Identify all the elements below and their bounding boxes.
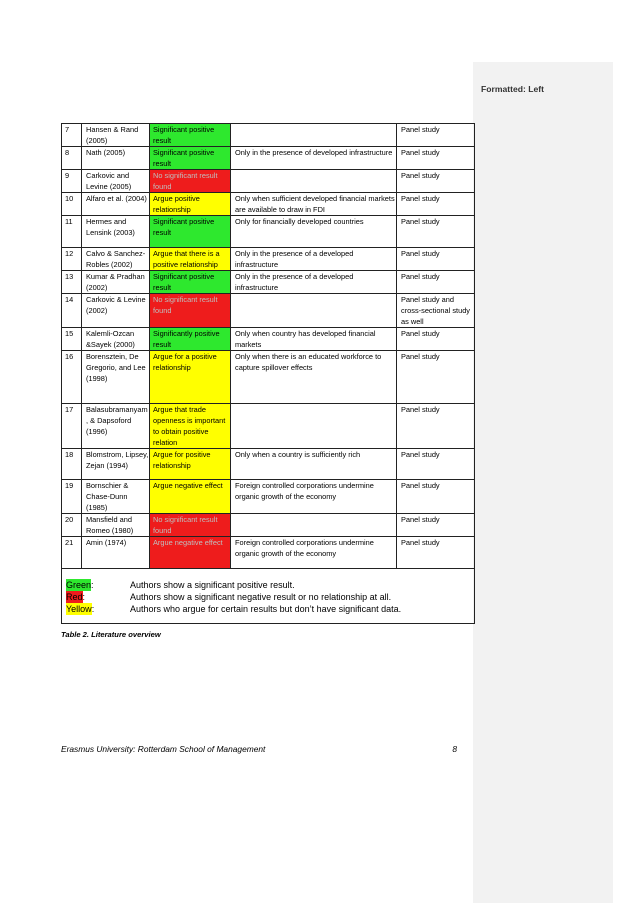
legend-row [62,569,475,624]
method-cell: Panel study [397,449,475,480]
legend-key: Red [66,592,83,602]
row-number: 15 [62,328,82,351]
result-cell: Significant positive result [150,216,231,248]
method-cell: Panel study and cross-sectional study as well [397,294,475,328]
method-cell: Panel study [397,514,475,537]
legend-item-yellow: Yellow: Authors who argue for certain results but don’t have significant data. [66,604,402,614]
method-cell: Panel study [397,216,475,248]
method-cell: Panel study [397,193,475,216]
table-row [62,147,475,170]
condition-cell: Only in the presence of a developed infrastructure [231,248,397,271]
condition-cell: Only when country has developed financial markets [231,328,397,351]
authors-cell: Borensztein, De Gregorio, and Lee (1998) [82,351,150,404]
method-cell: Panel study [397,328,475,351]
page-number: 8 [452,744,457,754]
row-number: 14 [62,294,82,328]
comment-sidebar [473,62,613,903]
legend-item-green: Green: Authors show a significant positive result. [66,580,295,590]
result-cell: Argue for positive relationship [150,449,231,480]
legend-key: Yellow [66,604,92,614]
condition-cell [231,170,397,193]
method-cell: Panel study [397,537,475,569]
authors-cell: Hermes and Lensink (2003) [82,216,150,248]
authors-cell: Blomstrom, Lipsey, Zejan (1994) [82,449,150,480]
result-cell: Significant positive result [150,271,231,294]
result-cell: No significant result found [150,294,231,328]
page-footer [61,744,457,754]
legend-item-red: Red: Authors show a significant negative result or no relationship at all. [66,592,392,602]
authors-cell: Carkovic & Levine (2002) [82,294,150,328]
row-number: 17 [62,404,82,449]
table-caption: Table 2. Literature overview [61,630,161,639]
method-cell: Panel study [397,147,475,170]
authors-cell: Mansfield and Romeo (1980) [82,514,150,537]
authors-cell: Kalemli-Ozcan &Sayek (2000) [82,328,150,351]
condition-cell: Only in the presence of developed infrastructure [231,147,397,170]
result-cell: No significant result found [150,514,231,537]
condition-cell: Only when a country is sufficiently rich [231,449,397,480]
legend [62,569,475,624]
row-number: 10 [62,193,82,216]
condition-cell: Foreign controlled corporations undermine organic growth of the economy [231,480,397,514]
result-cell: Argue that there is a positive relationship [150,248,231,271]
table-row [62,294,475,328]
row-number: 21 [62,537,82,569]
method-cell: Panel study [397,351,475,404]
legend-key: Green [66,580,92,590]
legend-text: Authors show a significant negative result or no relationship at all. [130,592,392,602]
authors-cell: Bornschier & Chase-Dunn (1985) [82,480,150,514]
row-number: 8 [62,147,82,170]
condition-cell: Only when there is an educated workforce to capture spillover effects [231,351,397,404]
table-row [62,124,475,147]
result-cell: Argue negative effect [150,480,231,514]
result-cell: Significant positive result [150,147,231,170]
authors-cell: Alfaro et al. (2004) [82,193,150,216]
result-cell: Argue negative effect [150,537,231,569]
authors-cell: Hansen & Rand (2005) [82,124,150,147]
table-row [62,170,475,193]
method-cell: Panel study [397,170,475,193]
table-row [62,193,475,216]
table-row [62,271,475,294]
method-cell: Panel study [397,271,475,294]
condition-cell [231,514,397,537]
method-cell: Panel study [397,124,475,147]
table-row [62,449,475,480]
result-cell: Argue positive relationship [150,193,231,216]
condition-cell: Only in the presence of a developed infrastructure [231,271,397,294]
condition-cell [231,404,397,449]
method-cell: Panel study [397,404,475,449]
method-cell: Panel study [397,248,475,271]
authors-cell: Calvo & Sanchez-Robles (2002) [82,248,150,271]
literature-table [61,123,475,624]
table-row [62,248,475,271]
authors-cell: Kumar & Pradhan (2002) [82,271,150,294]
condition-cell: Only for financially developed countries [231,216,397,248]
row-number: 19 [62,480,82,514]
row-number: 9 [62,170,82,193]
table-row [62,216,475,248]
table-row [62,514,475,537]
footer-text: Erasmus University: Rotterdam School of Management [61,744,266,754]
table-row [62,351,475,404]
table-row [62,404,475,449]
row-number: 16 [62,351,82,404]
table-row [62,537,475,569]
legend-text: Authors show a significant positive result. [130,580,295,590]
authors-cell: Nath (2005) [82,147,150,170]
row-number: 20 [62,514,82,537]
row-number: 18 [62,449,82,480]
method-cell: Panel study [397,480,475,514]
row-number: 13 [62,271,82,294]
result-cell: Argue that trade openness is important to obtain positive relation [150,404,231,449]
row-number: 7 [62,124,82,147]
row-number: 11 [62,216,82,248]
table-row [62,328,475,351]
result-cell: Significant positive result [150,124,231,147]
condition-cell: Only when sufficient developed financial markets are available to draw in FDI [231,193,397,216]
condition-cell [231,294,397,328]
sidebar-title: Formatted: Left [481,84,545,94]
row-number: 12 [62,248,82,271]
result-cell: No significant result found [150,170,231,193]
authors-cell: Balasubramanyam, & Dapsoford (1996) [82,404,150,449]
result-cell: Significantly positive result [150,328,231,351]
authors-cell: Amin (1974) [82,537,150,569]
legend-text: Authors who argue for certain results but don’t have significant data. [130,604,402,614]
result-cell: Argue for a positive relationship [150,351,231,404]
condition-cell [231,124,397,147]
table-row [62,480,475,514]
condition-cell: Foreign controlled corporations undermine organic growth of the economy [231,537,397,569]
authors-cell: Carkovic and Levine (2005) [82,170,150,193]
